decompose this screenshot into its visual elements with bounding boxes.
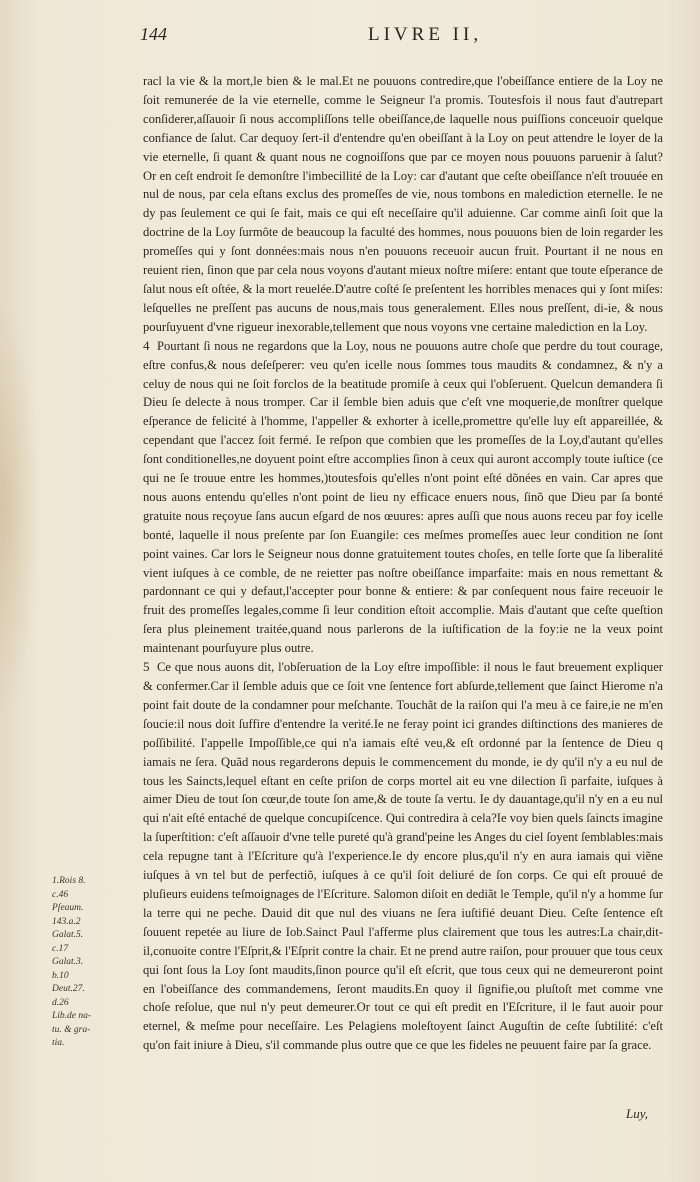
margin-note: Pſeaum. (52, 903, 84, 913)
margin-note: b.10 (52, 970, 69, 981)
body-text (143, 72, 663, 1055)
paragraph-number: 5 (143, 659, 150, 675)
margin-note: Lib.de na- (52, 1011, 92, 1021)
running-title: LIVRE II, (368, 24, 483, 45)
paragraph-number: 4 (143, 337, 150, 353)
margin-note: Deut.27. (52, 984, 85, 994)
margin-note: Galat.5. (52, 930, 84, 940)
paragraph-4 (143, 337, 663, 658)
margin-note: tia. (52, 1038, 65, 1048)
folio-number: 144 (140, 24, 167, 44)
paragraph-text: racl la vie & la mort,le bien & le mal.Et ne pouuons contredire,que l'obeiſſance entiere de la Loy ne ſoit remunerée de la vie eternelle, comme le Seigneur l'a promis. Toutesfois il nous faut d'autrepart conſiderer,aſſauoir ſi nous accompliſſons telle obeiſſance,de laquelle nous puiſſions conceuoir quelque confiance de ſalut. Car dequoy ſert-il d'entendre qu'en obeiſſant à la Loy on peut attendre le loyer de la vie eternelle, ſi quant & quant nous ne cognoiſſons que par ce moyen nous pouuons paruenir à ſalut? Or en ceſt endroit ſe demonſtre l'imbecillité de la Loy: car d'autant que ceſte obeiſſance n'eſt trouuée en nul de nous, par cela eſtans exclus des promeſſes de vie, nous tombons en malediction eternelle. Ie ne dy pas ſeulement ce qui ſe fait, mais ce qui eſt neceſſaire qu'il aduienne. Car comme ainſi ſoit que la doctrine de la Loy ſurmôte de beaucoup la faculté des hommes, nous pouuons bien de loin regarder les promeſſes qui y ſont données:mais nous n'en pouuons receuoir aucun fruit. Pourtant il ne nous en reuient rien, ſinon que par cela nous voyons d'autant mieux noſtre miſere: entant que toute eſperance de ſalut nous eſt oſtée, & la mort reuelée.D'autre coſté ſe preſentent les horribles menaces qui y ſont miſes: leſquelles ne preſſent pas aucuns de nous,mais tous generalement. Elles nous preſſent, di-ie, & nous pourſuyuent d'vne rigueur inexorable,tellement que nous voyons vne certaine malediction en la Loy. (143, 74, 663, 334)
margin-note: Galat.3. (52, 957, 84, 967)
margin-note: c.46 (52, 889, 69, 900)
paper-stain (0, 300, 40, 720)
page-header (140, 24, 660, 54)
paragraph-text: Pourtant ſi nous ne regardons que la Loy, nous ne pouuons autre choſe que perdre du tout courage, eſtre confus,& nous deſeſperer: veu qu'en icelle nous ſommes tous maudits & condamnez, & n'y a celuy de nous qui ne ſoit forclos de la beatitude promiſe à ceux qui l'obſeruent. Quelcun demandera ſi Dieu ſe delecte à nous tromper. Car il ſemble bien aduis que c'eſt vne moquerie,de monſtrer quelque eſperance de felicité à l'homme, l'appeller & exhorter à icelle,promettre qu'elle luy eſt appareillée, & cependant que l'accez ſoit fermé. Ie reſpon que combien que les promeſſes de la Loy,d'autant qu'elles ſont conditionelles,ne doyuent point eſtre accomplies ſinon à ceux qui auront accomply toute iuſtice (ce qui ne ſe trouue entre les hommes,)toutesfois qu'elles n'ont point eſté dõnées en vain. Car apres que nous auons entendu qu'elles n'ont point de lieu ny efficace enuers nous, ſinõ que Dieu par ſa bonté gratuite nous reçoyue ſans aucun eſgard de nos œuures: apres auſſi que nous auons receu par foy icelle bonté, laquelle il nous preſente par ſon Euangile: ces meſmes promeſſes auec leur condition ne ſont point vaines. Car lors le Seigneur nous donne gratuitement toutes choſes, en telle ſorte que ſa liberalité vient iuſques à ce comble, de ne reietter pas noſtre obeiſſance imparfaite: mais en nous remettant & pardonnant ce qui y defaut,l'accepter pour bonne & entiere: & par conſequent nous faire receuoir le fruit des promeſſes legales,comme ſi leur condition eſtoit accomplie. Mais d'autant que ceſte queſtion ſera plus pleinement traitée,quand nous parlerons de la iuſtification de la foy:ie ne la veux point maintenant pourſuyure plus outre. (143, 338, 663, 656)
margin-note: 143.a.2 (52, 916, 81, 927)
margin-note: 1.Rois 8. (52, 876, 86, 886)
paragraph-text: Ce que nous auons dit, l'obſeruation de la Loy eſtre impoſſible: il nous le faut breuement expliquer & confermer.Car il ſemble aduis que ce ſoit vne ſentence fort abſurde,tellement que ſainct Hierome n'a point fait doute de la condamner pour meſchante. Touchãt de la raiſon qui l'a meu à ce faire,ie ne m'en ſoucie:il nous doit ſuffire d'entendre la verité.Ie ne feray point ici grandes diſtinctions des manieres de poſſibilité. I'appelle Impoſſible,ce qui n'a iamais eſté veu,& eſt ordonné par la ſentence de Dieu q iamais ne ſera. Quãd nous regarderons depuis le commencement du monde, ie dy qu'il n'y a eu nul de tous les Saincts,lequel eſtant en ceſte priſon de corps mortel ait eu vne dilection ſi parfaite, iuſques à aimer Dieu de tout ſon cœur,de toute ſon ame,& de toute ſa vertu. Ie dy dauantage,qu'il n'y en a eu nul qui n'ait eſté entaché de quelque concupiſcence. Qui contredira à cela?Ie voy bien quels ſaincts imagine la ſuperſtition: c'eſt aſſauoir d'vne telle pureté qu'à grand'peine les Anges du ciel ſoyent ſemblables:mais cela repugne tant à l'Eſcriture qu'à l'experience.Ie dy encore plus,qu'il n'y en aura iamais qui viẽne iuſques à vn tel but de perfectiõ, iuſques à ce qu'il ſoit deliuré de ſon corps. Ce qui eſt prouué de pluſieurs euidens teſmoignages de l'Eſcriture. Salomon diſoit en dediãt le Temple, qu'il n'y a homme ſur la terre qui ne peche. Dauid dit que nul des viuans ne ſera iuſtifié deuant Dieu. Ceſte ſentence eſt ſouuent repetée au liure de Iob.Sainct Paul l'afferme plus clairement que tous les autres:La chair,dit-il,conuoite contre l'Eſprit,& l'Eſprit contre la chair. Et ne prend autre raiſon, pour prouuer que tous ceux qui ſont ſous la Loy ſont maudits,ſinon pource qu'il eſt eſcrit, que tous ceux qui ne demeureront point en l'obeiſſance des commandemens, ſeront maudits.En quoy il ſignifie,ou pluſtoſt met comme vne choſe reſolue, que nul n'y peut demeurer.Or tout ce qui eſt predit en l'Eſcriture, il le faut auoir pour eternel, & meſme pour neceſſaire. Les Pelagiens moleſtoyent ſainct Auguſtin de ceſte ſubtilité: c'eſt qu'on fait iniure à Dieu, s'il commande plus outre que ce que les fideles ne peuuent faire par ſa grace. (143, 660, 664, 1053)
margin-notes (52, 875, 132, 1051)
margin-note: c.17 (52, 943, 69, 954)
paragraph-5 (143, 658, 663, 1055)
margin-note: d.26 (52, 997, 69, 1008)
margin-note: tu. & gra- (52, 1024, 91, 1035)
catchword: Luy, (626, 1106, 649, 1121)
paragraph-continuation (143, 72, 663, 337)
